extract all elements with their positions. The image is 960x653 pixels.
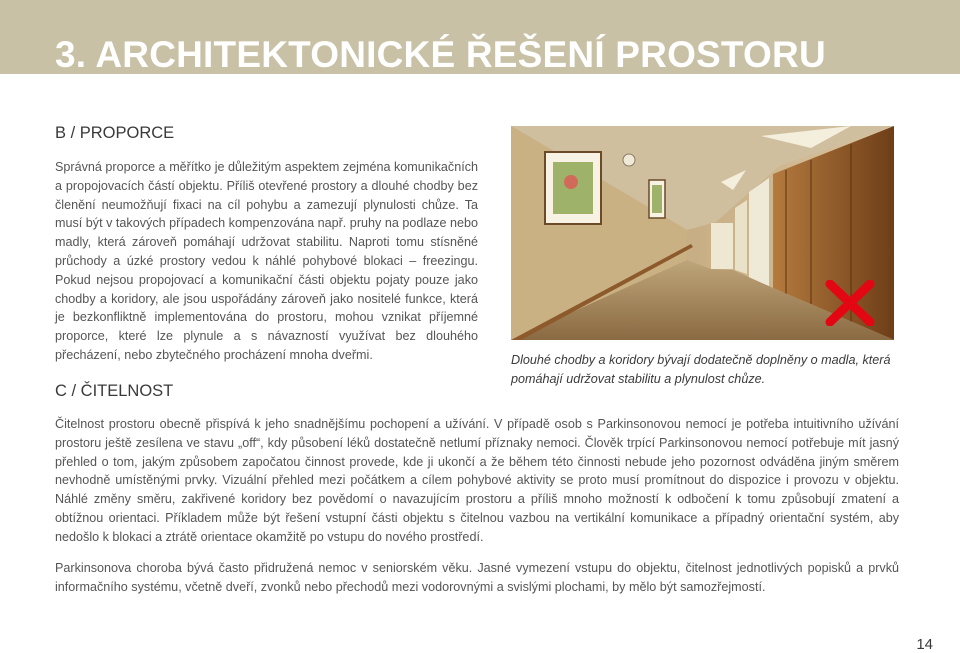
section-c-paragraph: Čitelnost prostoru obecně přispívá k jeho snadnějšímu pochopení a užívání. V případě osob s Parkinsonovou nemocí je potřeba intuitivního užívání prostoru ještě zesílena ve stavu „off“, kdy působení léků dostatečně netlumí příznaky nemoci. Člověk trpící Parkinsonovou nemocí potřebuje mít jasný přehled o tom, jakým způsobem započatou činnost provede, kde ji ukončí a že během této činnosti nebude jeho pozornost odváděna jiným směrem nevhodně umístěnými prvky. Vizuální přehled mezi počátkem a cílem pohybové aktivity se proto musí promítnout do dispozice i provozu v objektu. Náhlé změny směru, zakřivené koridory bez povědomí o navazujícím prostoru a příliš mnoho možností k odbočení k tomu způsobují zmatení a obtížnou orientaci. Příkladem může být řešení vstupní části objektu s čitelnou vazbou na vertikální komunikace a případný orientační systém, aby nedošlo k blokaci a ztrátě orientace okamžitě po vstupu do nového prostředí. — [55, 417, 899, 544]
section-b-heading: B / PROPORCE — [55, 124, 175, 142]
section-b-paragraph: Správná proporce a měřítko je důležitým aspektem zejména komunikačních a propojovacích částí objektu. Příliš otevřené prostory a dlouhé chodby bez členění neumožňují fixaci na cíl pohybu a zamezují plynulosti chůze. Ta musí být v takových případech kompenzována např. pruhy na podlaze nebo madly, která zároveň pomáhají udržovat stabilitu. Naproti tomu stísněné průchody a úzké prostory vedou k náhlé pohybové blokaci – freezingu. Pokud nejsou propojovací a komunikační části objektu pojaty pouze jako chodby a koridory, ale jsou uspořádány zároveň jako nositelé funkce, která je bezkonfliktně implementována do prostoru, mohou vznikat příjemné proporce, které lze plynule a s návazností využívat bez dlouhého přecházení, nebo zbytečného procházení mnoha dveřmi. — [55, 160, 478, 362]
cross-mark-icon — [824, 280, 876, 326]
page-title: 3. ARCHITEKTONICKÉ ŘEŠENÍ PROSTORU — [55, 34, 826, 75]
figure-caption: Dlouhé chodby a koridory bývají dodatečně doplněny o madla, která pomáhají udržovat stabilitu a plynulost chůze. — [511, 353, 891, 386]
section-c-heading: C / ČITELNOST — [55, 382, 174, 400]
corridor-photo — [511, 126, 894, 340]
page-number: 14 — [916, 636, 933, 653]
section-c-paragraph-2: Parkinsonova choroba bývá často přidružená nemoc v seniorském věku. Jasné vymezení vstupu do objektu, čitelnost jednotlivých popisků a prvků informačního systému, včetně dveří, zvonků nebo přechodů mezi vodorovnými a svislými plochami, by mělo být samozřejmostí. — [55, 561, 899, 594]
